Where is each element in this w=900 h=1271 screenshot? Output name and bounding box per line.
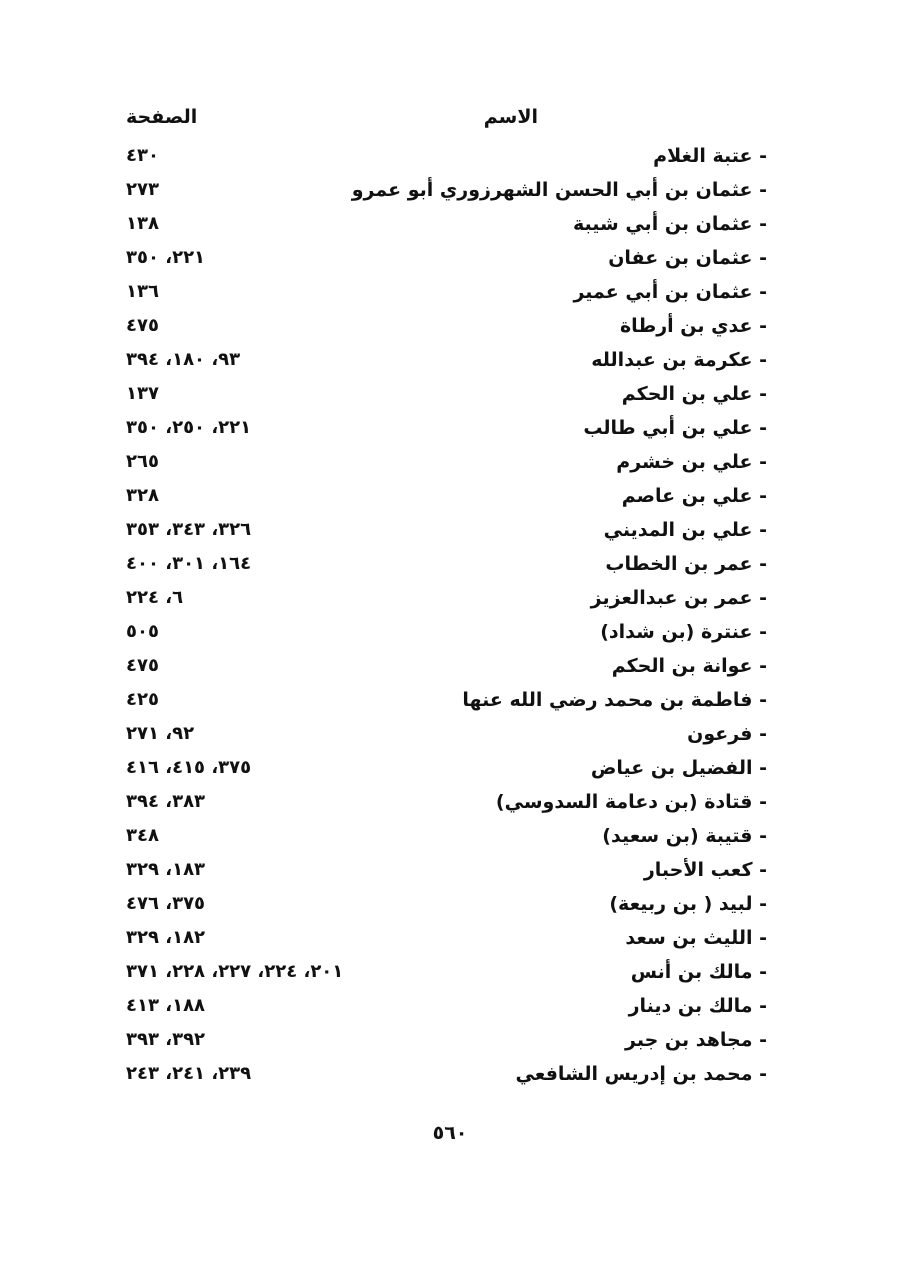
index-row	[0, 444, 900, 478]
index-row	[0, 138, 900, 172]
index-row	[0, 308, 900, 342]
entry-name: - مالك بن أنس	[630, 961, 767, 983]
entry-pages: ٢٣٩، ٢٤١، ٢٤٣	[126, 1063, 252, 1084]
entry-pages: ١٣٨	[126, 213, 159, 234]
entry-name: - عثمان بن أبي شيبة	[573, 213, 767, 235]
entry-pages: ٣٢٦، ٣٤٣، ٣٥٣	[126, 519, 252, 540]
index-row	[0, 580, 900, 614]
entry-pages: ١٦٤، ٣٠١، ٤٠٠	[126, 553, 252, 574]
entry-name: - الفضيل بن عياض	[590, 757, 767, 779]
entry-name: - عدي بن أرطاة	[619, 315, 767, 337]
index-row	[0, 410, 900, 444]
entry-pages: ٣٤٨	[126, 825, 159, 846]
entry-pages: ٢٠١، ٢٢٤، ٢٢٧، ٢٢٨، ٣٧١	[126, 961, 344, 982]
entry-pages: ١٨٨، ٤١٣	[126, 995, 206, 1016]
index-row	[0, 954, 900, 988]
entry-name: - عنترة (بن شداد)	[600, 621, 767, 643]
entry-pages: ٢٦٥	[126, 451, 159, 472]
index-row	[0, 716, 900, 750]
entry-pages: ٤٧٥	[126, 655, 159, 676]
entry-name: - عثمان بن أبي الحسن الشهرزوري أبو عمرو	[351, 179, 767, 201]
entry-pages: ١٨٣، ٣٢٩	[126, 859, 206, 880]
entry-name: - كعب الأحبار	[643, 859, 767, 881]
index-row	[0, 376, 900, 410]
entry-pages: ٣٢٨	[126, 485, 159, 506]
index-row	[0, 614, 900, 648]
entry-name: - لبيد ( بن ربيعة)	[609, 893, 767, 915]
index-row	[0, 988, 900, 1022]
entry-name: - علي بن المديني	[603, 519, 767, 541]
entry-name: - فاطمة بن محمد رضي الله عنها	[462, 689, 767, 711]
entry-name: - عمر بن عبدالعزيز	[590, 587, 767, 609]
entry-name: - فرعون	[687, 723, 767, 745]
entry-name: - علي بن الحكم	[621, 383, 767, 405]
entry-pages: ٣٨٣، ٣٩٤	[126, 791, 206, 812]
entry-name: - قتيبة (بن سعيد)	[602, 825, 767, 847]
entry-pages: ١٣٦	[126, 281, 159, 302]
index-row	[0, 1056, 900, 1090]
index-row	[0, 240, 900, 274]
entry-pages: ٢٧٣	[126, 179, 159, 200]
entry-pages: ٢٢١، ٣٥٠	[126, 247, 206, 268]
entry-name: - محمد بن إدريس الشافعي	[515, 1063, 767, 1085]
index-row	[0, 682, 900, 716]
entry-pages: ٥٠٥	[126, 621, 159, 642]
entry-pages: ٦، ٢٢٤	[126, 587, 184, 608]
page-number: ٥٦٠	[432, 1122, 468, 1144]
index-row	[0, 478, 900, 512]
entry-pages: ١٣٧	[126, 383, 159, 404]
entry-name: - عتبة الغلام	[653, 145, 767, 167]
index-row	[0, 1022, 900, 1056]
index-row	[0, 818, 900, 852]
entry-name: - عمر بن الخطاب	[605, 553, 767, 575]
index-row	[0, 886, 900, 920]
entry-name: - قتادة (بن دعامة السدوسي)	[495, 791, 767, 813]
entry-name: - مالك بن دينار	[628, 995, 767, 1017]
entry-pages: ٩٢، ٢٧١	[126, 723, 195, 744]
entry-pages: ٤٧٥	[126, 315, 159, 336]
entry-name: - مجاهد بن جبر	[625, 1029, 767, 1051]
index-row	[0, 274, 900, 308]
entry-name: - الليث بن سعد	[625, 927, 767, 949]
entry-name: - عوانة بن الحكم	[611, 655, 767, 677]
index-row	[0, 852, 900, 886]
index-row	[0, 784, 900, 818]
entry-name: - علي بن أبي طالب	[583, 417, 767, 439]
column-header-page: الصفحة	[126, 106, 198, 128]
entry-pages: ٣٩٢، ٣٩٣	[126, 1029, 206, 1050]
index-row	[0, 546, 900, 580]
index-row	[0, 206, 900, 240]
column-header-name: الاسم	[483, 106, 538, 128]
entry-pages: ١٨٢، ٣٢٩	[126, 927, 206, 948]
entry-name: - عثمان بن أبي عمير	[573, 281, 767, 303]
entry-name: - علي بن خشرم	[616, 451, 767, 473]
index-row	[0, 512, 900, 546]
entry-pages: ٤٣٠	[126, 145, 159, 166]
index-list	[0, 138, 900, 1090]
entry-name: - عثمان بن عفان	[608, 247, 767, 269]
entry-name: - عكرمة بن عبدالله	[591, 349, 767, 371]
entry-pages: ٣٧٥، ٤١٥، ٤١٦	[126, 757, 252, 778]
entry-pages: ٩٣، ١٨٠، ٣٩٤	[126, 349, 241, 370]
entry-name: - علي بن عاصم	[621, 485, 767, 507]
index-row	[0, 920, 900, 954]
entry-pages: ٢٢١، ٢٥٠، ٣٥٠	[126, 417, 252, 438]
index-row	[0, 342, 900, 376]
index-row	[0, 648, 900, 682]
index-row	[0, 750, 900, 784]
entry-pages: ٣٧٥، ٤٧٦	[126, 893, 206, 914]
index-row	[0, 172, 900, 206]
entry-pages: ٤٢٥	[126, 689, 159, 710]
